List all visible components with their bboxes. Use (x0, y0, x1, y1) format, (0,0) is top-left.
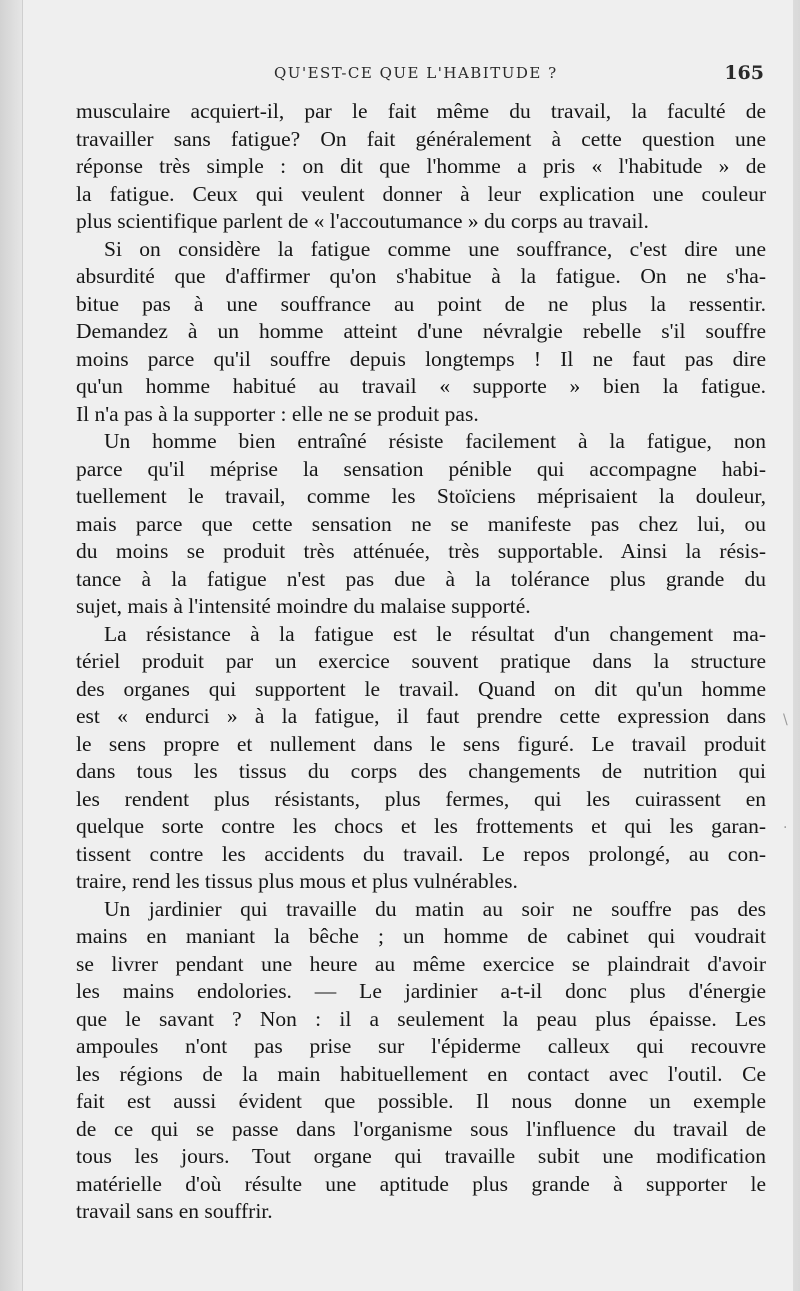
text-line: se livrer pendant une heure au même exercice se plaindrait d'avoir (76, 951, 766, 976)
text-line: matérielle d'où résulte une aptitude plus grande à supporter le (76, 1171, 766, 1196)
text-line: Si on considère la fatigue comme une souffrance, c'est dire une (104, 236, 766, 261)
text-line: réponse très simple : on dit que l'homme a pris « l'habitude » de (76, 154, 766, 178)
text-line: parce qu'il méprise la sensation pénible qui accompagne habi- (76, 456, 766, 481)
text-line: qu'un homme habitué au travail « supporte » bien la fatigue. (76, 374, 766, 398)
page-number: 165 (724, 62, 764, 84)
text-line: tissent contre les accidents du travail. Le repos prolongé, au con- (76, 841, 766, 866)
body-text (76, 98, 766, 1226)
text-line: de ce qui se passe dans l'organisme sous l'influence du travail de (76, 1116, 766, 1141)
text-line: dans tous les tissus du corps des changements de nutrition qui (76, 759, 766, 783)
text-line: traire, rend les tissus plus mous et plus vulnérables. (76, 869, 518, 893)
text-line: Un jardinier qui travaille du matin au soir ne souffre pas des (104, 896, 766, 921)
text-line: moins parce qu'il souffre depuis longtemps ! Il ne faut pas dire (76, 346, 766, 371)
text-line: sujet, mais à l'intensité moindre du malaise supporté. (76, 594, 531, 618)
text-line: musculaire acquiert-il, par le fait même du travail, la faculté de (76, 99, 766, 123)
text-line: mais parce que cette sensation ne se manifeste pas chez lui, ou (76, 511, 766, 536)
text-line: tuellement le travail, comme les Stoïciens méprisaient la douleur, (76, 484, 766, 508)
text-line: quelque sorte contre les chocs et les frottements et qui les garan- (76, 814, 766, 838)
text-line: fait est aussi évident que possible. Il nous donne un exemple (76, 1089, 766, 1113)
text-line: bitue pas à une souffrance au point de ne plus la ressentir. (76, 291, 766, 316)
text-line: que le savant ? Non : il a seulement la peau plus épaisse. Les (76, 1006, 766, 1031)
text-line: tance à la fatigue n'est pas due à la tolérance plus grande du (76, 566, 766, 591)
text-line: les mains endolories. — Le jardinier a-t-il donc plus d'énergie (76, 979, 766, 1003)
text-line: travail sans en souffrir. (76, 1199, 273, 1223)
text-line: du moins se produit très atténuée, très supportable. Ainsi la résis- (76, 539, 766, 563)
text-line: tériel produit par un exercice souvent pratique dans la structure (76, 649, 766, 673)
text-line: le sens propre et nullement dans le sens figuré. Le travail produit (76, 731, 766, 756)
text-line: ampoules n'ont pas prise sur l'épiderme calleux qui recouvre (76, 1034, 766, 1058)
text-line: travailler sans fatigue? On fait généralement à cette question une (76, 126, 766, 151)
text-line: les rendent plus résistants, plus fermes, qui les cuirassent en (76, 786, 766, 811)
text-line: Il n'a pas à la supporter : elle ne se produit pas. (76, 401, 479, 426)
margin-tick-mark: \ (783, 712, 788, 728)
margin-tick-mark: · (783, 820, 788, 836)
text-line: tous les jours. Tout organe qui travaille subit une modification (76, 1144, 766, 1168)
text-line: Demandez à un homme atteint d'une névralgie rebelle s'il souffre (76, 319, 766, 343)
text-line: mains en maniant la bêche ; un homme de cabinet qui voudrait (76, 924, 766, 948)
text-line: plus scientifique parlent de « l'accoutumance » du corps au travail. (76, 209, 649, 233)
text-line: des organes qui supportent le travail. Quand on dit qu'un homme (76, 676, 766, 701)
running-title: QU'EST-CE QUE L'HABITUDE ? (274, 64, 558, 82)
text-line: les régions de la main habituellement en contact avec l'outil. Ce (76, 1061, 766, 1086)
text-line: Un homme bien entraîné résiste facilement à la fatigue, non (104, 429, 766, 453)
text-line: absurdité que d'affirmer qu'on s'habitue à la fatigue. On ne s'ha- (76, 264, 766, 288)
text-line: est « endurci » à la fatigue, il faut prendre cette expression dans (76, 704, 766, 728)
text-line: la fatigue. Ceux qui veulent donner à leur explication une couleur (76, 181, 766, 206)
running-header (76, 62, 766, 88)
text-line: La résistance à la fatigue est le résultat d'un changement ma- (104, 621, 766, 646)
